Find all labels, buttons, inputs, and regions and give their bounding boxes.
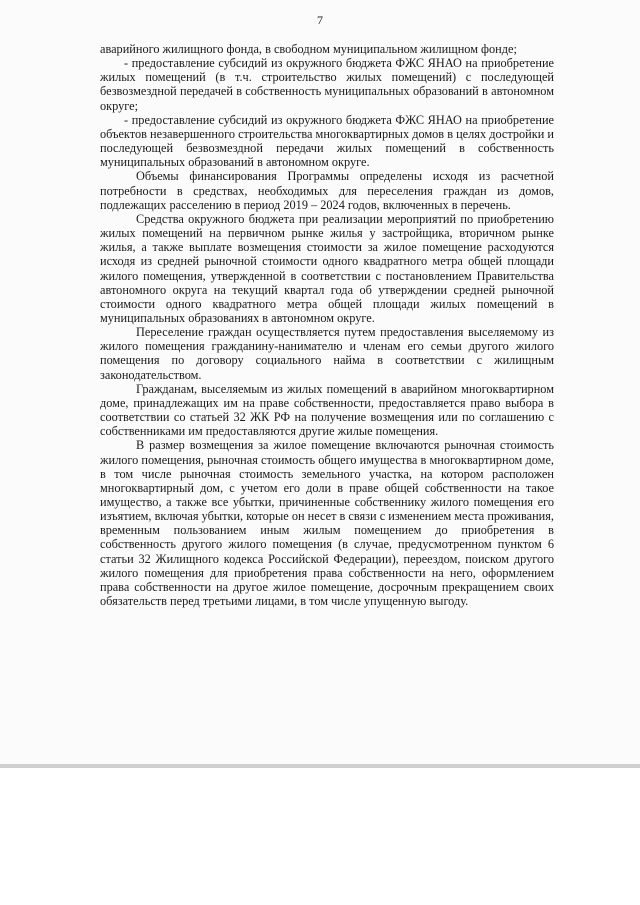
document-body bbox=[100, 42, 554, 608]
paragraph-resettlement: Переселение граждан осуществляется путем предоставления выселяемому из жилого помещения гражданину-нанимателю и членам его семьи другого жилого помещения по договору социального найма в соответствии с жилищным законодательством. bbox=[100, 325, 554, 382]
page-number: 7 bbox=[317, 13, 323, 27]
paragraph-subsidy-housing: - предоставление субсидий из окружного бюджета ФЖС ЯНАО на приобретение жилых помещений (в т.ч. строительство жилых помещений) с последующей безвозмездной передачей в собственность муниципальных образований в автономном округе; bbox=[100, 56, 554, 113]
paragraph-budget-funds: Средства окружного бюджета при реализации мероприятий по приобретению жилых помещений на первичном рынке жилья у застройщика, вторичном рынке жилья, а также выплате возмещения стоимости за жилое помещение расходуются исходя из средней рыночной стоимости одного квадратного метра общей площади жилого помещения, утвержденной в соответствии с постановлением Правительства автономного округа на текущий квартал года об утверждении средней рыночной стоимости одного квадратного метра общей площади жилых помещений в муниципальных образованиях в автономном округе. bbox=[100, 211, 554, 325]
paragraph-continuation: аварийного жилищного фонда, в свободном муниципальном жилищном фонде; bbox=[100, 42, 517, 56]
paragraph-compensation: В размер возмещения за жилое помещение включаются рыночная стоимость жилого помещения, рыночная стоимость общего имущества в многоквартирном доме, в том числе рыночная стоимость земельного участка, на котором расположен многоквартирный дом, с учетом его доли в праве общей собственности на такое имущество, а также все убытки, причиненные собственнику жилого помещения его изъятием, включая убытки, которые он несет в связи с изменением места проживания, временным пользованием иным жилым помещением до приобретения в собственность другого жилого помещения (в случае, предусмотренном пунктом 6 статьи 32 Жилищного кодекса Российской Федерации), переездом, поиском другого жилого помещения для приобретения права собственности на него, оформлением права собственности на другое жилое помещение, досрочным прекращением своих обязательств перед третьими лицами, в том числе упущенную выгоду. bbox=[100, 438, 554, 609]
paragraph-subsidy-unfinished-construction: - предоставление субсидий из окружного бюджета ФЖС ЯНАО на приобретение объектов незавершенного строительства многоквартирных домов в целях достройки и последующей безвозмездной передачи жилых помещений в собственность муниципальных образований в автономном округе. bbox=[100, 112, 554, 170]
blank-margin bbox=[0, 768, 640, 905]
paragraph-financing-volumes: Объемы финансирования Программы определены исходя из расчетной потребности в средствах, необходимых для переселения граждан из домов, подлежащих расселению в период 2019 – 2024 годов, включенных в перечень. bbox=[100, 169, 554, 212]
paragraph-owners-choice: Гражданам, выселяемым из жилых помещений в аварийном многоквартирном доме, принадлежащих им на праве собственности, предоставляется право выбора в соответствии со статьей 32 ЖК РФ на получение возмещения или по соглашению с собственниками им предоставляются другие жилые помещения. bbox=[100, 381, 554, 439]
